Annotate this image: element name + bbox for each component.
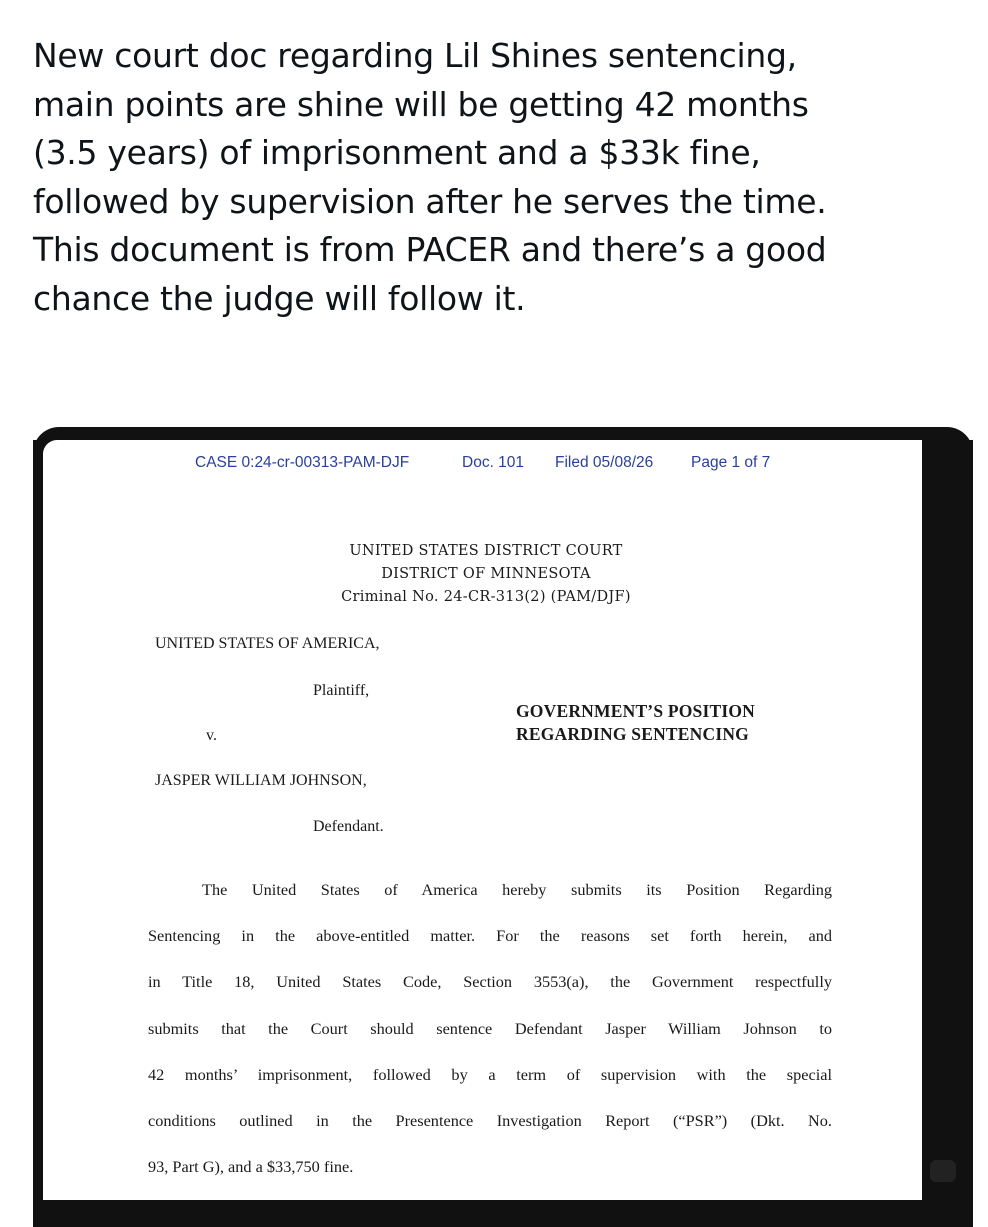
document-title-line: REGARDING SENTENCING xyxy=(516,724,749,744)
post-text-line: chance the judge will follow it. xyxy=(33,278,526,318)
scroll-indicator xyxy=(930,1160,956,1182)
body-line: 93, Part G), and a $33,750 fine. xyxy=(148,1157,354,1177)
body-line: 42 months’ imprisonment, followed by a term of supervision with the special xyxy=(148,1064,832,1084)
defendant-role: Defendant. xyxy=(313,818,384,835)
plaintiff-name: UNITED STATES OF AMERICA, xyxy=(155,635,380,652)
body-paragraph xyxy=(148,878,832,1200)
case-number: CASE 0:24-cr-00313-PAM-DJF xyxy=(195,454,410,471)
body-line: The United States of America hereby submits its Position Regarding xyxy=(202,880,832,899)
frame-left-edge xyxy=(33,440,43,1185)
court-heading xyxy=(43,540,922,609)
criminal-number: Criminal No. 24-CR-313(2) (PAM/DJF) xyxy=(341,589,631,605)
body-line: conditions outlined in the Presentence Investigation Report (“PSR”) (Dkt. No. xyxy=(148,1110,832,1130)
post-text-line: followed by supervision after he serves the time. xyxy=(33,181,827,221)
court-district: DISTRICT OF MINNESOTA xyxy=(381,566,591,582)
court-document-page[interactable] xyxy=(43,440,922,1200)
plaintiff-role: Plaintiff, xyxy=(313,682,370,699)
page-count: Page 1 of 7 xyxy=(691,454,771,471)
document-title xyxy=(516,700,755,746)
post-text xyxy=(33,32,973,323)
post-text-line: (3.5 years) of imprisonment and a $33k fine, xyxy=(33,133,761,172)
versus-label: v. xyxy=(206,727,217,744)
court-name: UNITED STATES DISTRICT COURT xyxy=(349,543,623,559)
frame-right-edge xyxy=(922,440,973,1200)
post-text-line: This document is from PACER and there’s a good xyxy=(33,230,827,269)
filed-date: Filed 05/08/26 xyxy=(555,454,654,471)
doc-number: Doc. 101 xyxy=(462,454,525,471)
post-text-line: New court doc regarding Lil Shines sentencing, xyxy=(33,36,797,75)
post-text-line: main points are shine will be getting 42 months xyxy=(33,84,809,124)
body-line: submits that the Court should sentence Defendant Jasper William Johnson to xyxy=(148,1018,832,1038)
body-line: Sentencing in the above-entitled matter. For the reasons set forth herein, and xyxy=(148,926,832,946)
defendant-name: JASPER WILLIAM JOHNSON, xyxy=(155,772,367,789)
document-title-line: GOVERNMENT’S POSITION xyxy=(516,701,756,721)
body-line: in Title 18, United States Code, Section 3553(a), the Government respectfully xyxy=(148,972,832,992)
